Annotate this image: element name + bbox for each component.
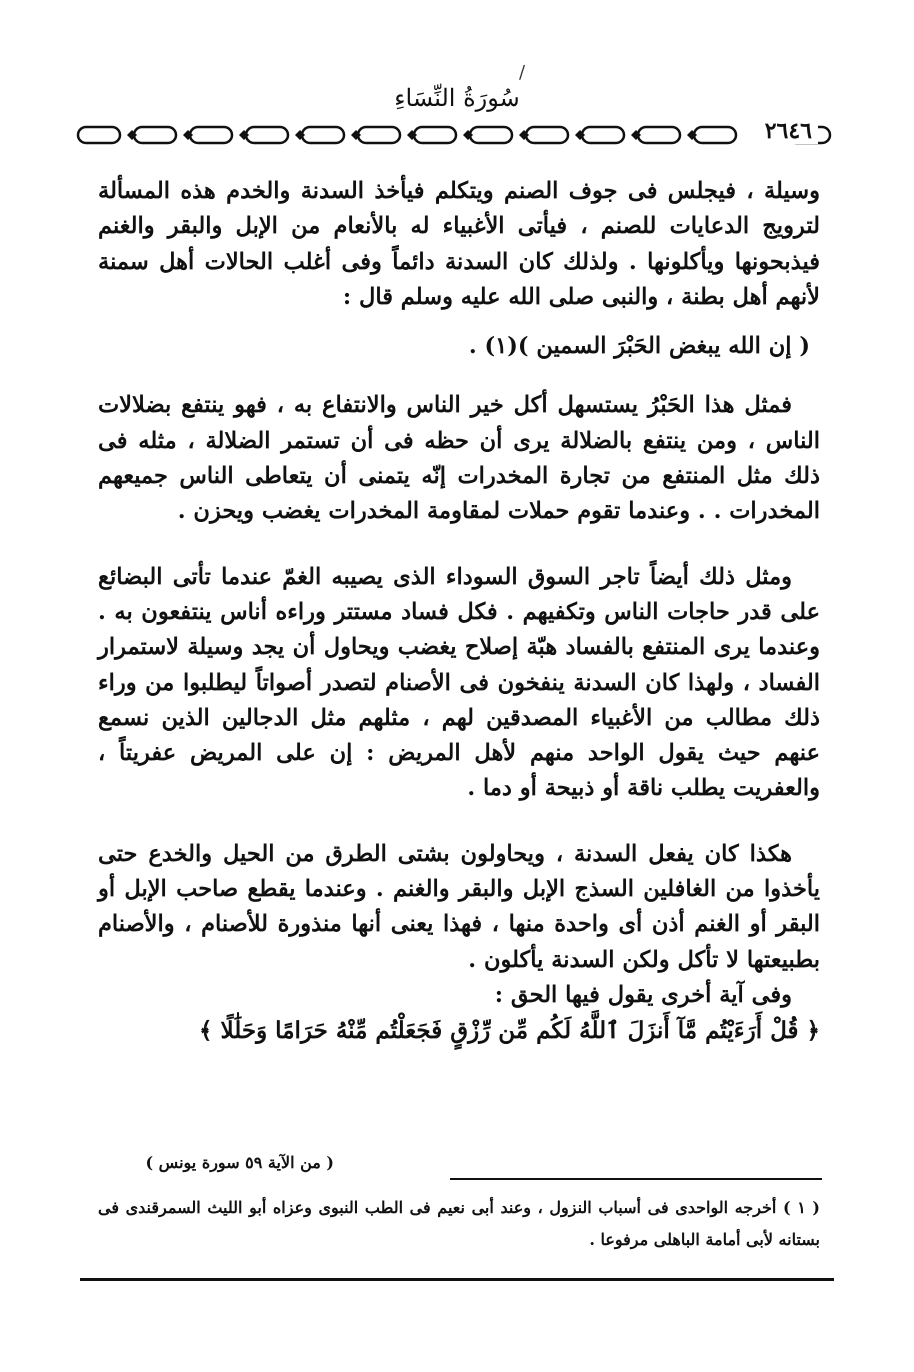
paragraph: وسيلة ، فيجلس فى جوف الصنم ويتكلم فيأخذ السدنة والخدم هذه المسألة لترويج الدعايات للصنم ، فيأتى الأغبياء له بالأنعام من الإبل والبقر والغنم فيذبحونها ويأكلونها . ولذلك كان السدنة دائماً وفى أغلب الحالات أهل سمنة لأنهم أهل بطنة ، والنبى صلى الله عليه وسلم قال : <box>98 178 820 310</box>
page-number: ٢٦٤٦ <box>759 118 818 144</box>
footnote-separator <box>450 1178 822 1180</box>
verse-reference: ( من الآية ٥٩ سورة يونس ) <box>145 1153 334 1172</box>
footnote: ( ١ ) أخرجه الواحدى فى أسباب النزول ، وعند أبى نعيم فى الطب النبوى وعزاه أبو الليث السمرقندى فى بستانه لأبى أمامة الباهلى مرفوعا . <box>98 1198 821 1249</box>
bottom-rule <box>80 1278 834 1281</box>
sura-title: سُورَةُ النِّسَاءِ <box>394 84 520 112</box>
paragraph: هكذا كان يفعل السدنة ، ويحاولون بشتى الطرق من الحيل والخدع حتى يأخذوا من الغافلين السذج الإبل والبقر والغنم . وعندما يقطع صاحب الإبل أو البقر أو الغنم أذن أى واحدة منها ، فهذا يعنى أنها منذورة للأصنام ، والأصنام بطبيعتها لا تأكل ولكن السدنة يأكلون . <box>98 840 820 973</box>
paragraph: ومثل ذلك أيضاً تاجر السوق السوداء الذى يصيبه الغمّ عندما تأتى البضائع على قدر حاجات الناس وتكفيهم . فكل فساد مستتر وراءه أناس ينتفعون به . وعندما يرى المنتفع بالفساد هبّة إصلاح يغضب ويحاول أن يجد وسيلة لاستمرار الفساد ، ولهذا كان السدنة ينفخون فى الأصنام لتصدر أصواتاً ليطلبوا من وراء ذلك مطالب من الأغبياء المصدقين لهم ، مثلهم مثل الدجالين الذين نسمع عنهم حيث يقول الواحد منهم لأهل المريض : إن على المريض عفريتاً ، والعفريت يطلب ناقة أو ذبيحة أو دما . <box>98 563 820 802</box>
header-ornament-border <box>76 122 834 148</box>
quran-verse: ﴿ قُلْ أَرَءَيْتُم مَّآ أَنزَلَ ٱللَّهُ لَكُم مِّن رِّزْقٍ فَجَعَلْتُم مِّنْهُ حَرَامًا وَحَلَٰلًا ﴾ <box>199 1017 820 1045</box>
main-text <box>98 174 820 1049</box>
verse-intro: وفى آية أخرى يقول فيها الحق : <box>494 981 792 1008</box>
paragraph: فمثل هذا الحَبْرُ يستسهل أكل خير الناس والانتفاع به ، فهو ينتفع بضلالات الناس ، ومن ينتفع بالضلالة يرى أن حظه فى أن تستمر الضلالة ، مثله فى ذلك مثل المنتفع من تجارة المخدرات إنّه يتمنى أن يتعاطى الناس جميعهم المخدرات . . وعندما تقوم حملات لمقاومة المخدرات يغضب ويحزن . <box>98 392 820 525</box>
hadith-quote: ( إن الله يبغض الحَبْرَ السمين )(١) . <box>468 333 810 360</box>
margin-mark: / <box>519 62 526 83</box>
